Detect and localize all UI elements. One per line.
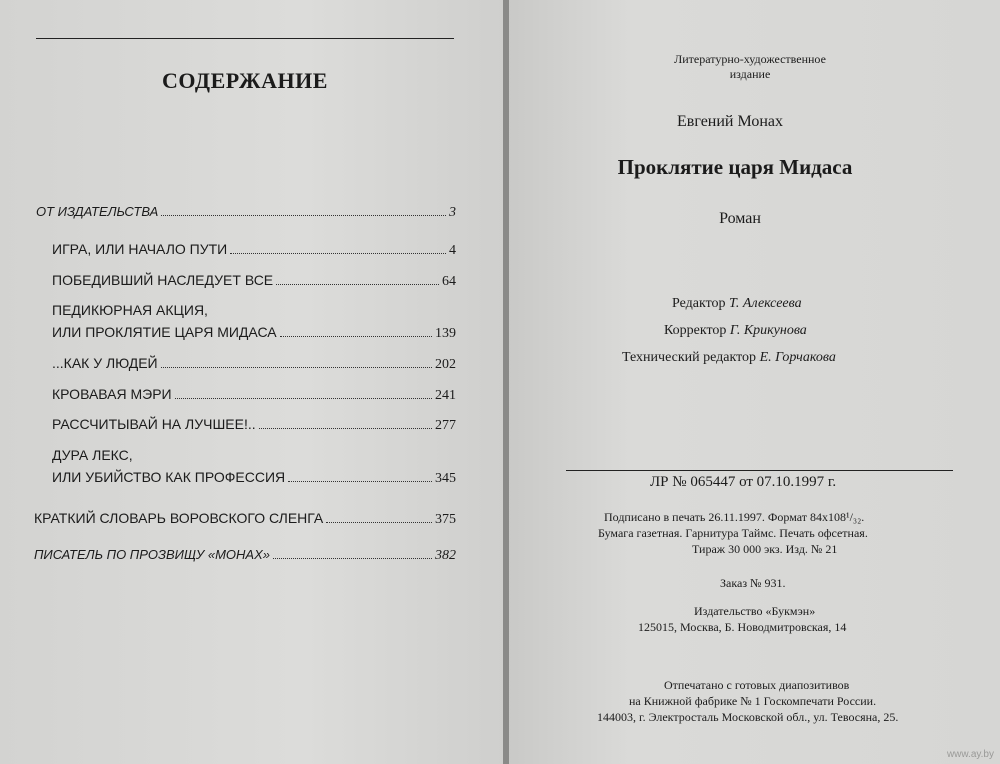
toc-entry-title: РАССЧИТЫВАЙ НА ЛУЧШЕЕ!..	[52, 416, 256, 432]
toc-entry-page: 3	[449, 205, 456, 220]
print-details-2: Бумага газетная. Гарнитура Таймс. Печать офсетная.	[598, 526, 868, 540]
toc-leader	[175, 388, 432, 399]
toc-entry-page: 382	[435, 548, 456, 563]
toc-entry-title-line1: ДУРА ЛЕКС,	[52, 447, 133, 463]
toc-entry-page: 202	[435, 357, 456, 372]
credit-name: Т. Алексеева	[729, 296, 802, 311]
edition-type-line2: издание	[729, 67, 771, 81]
book-gutter	[503, 0, 509, 764]
imprint-rule	[566, 470, 953, 471]
credit-tech-editor	[622, 350, 836, 366]
printer-line-1: Отпечатано с готовых диапозитивов	[664, 678, 850, 692]
toc-entry	[34, 510, 456, 528]
credit-role: Редактор	[672, 296, 726, 311]
credit-proofreader	[664, 323, 807, 339]
toc-entry-title: ИЛИ УБИЙСТВО КАК ПРОФЕССИЯ	[52, 469, 286, 485]
author-name: Евгений Монах	[677, 113, 783, 130]
toc-leader	[326, 512, 432, 523]
toc-entry-page: 4	[449, 243, 456, 258]
credit-role: Технический редактор	[622, 350, 757, 365]
toc-entry-title: КРАТКИЙ СЛОВАРЬ ВОРОВСКОГО СЛЕНГА	[34, 510, 324, 526]
credit-editor	[672, 296, 802, 312]
toc-entry-title: ...КАК У ЛЮДЕЙ	[52, 355, 158, 371]
license-number: ЛР № 065447 от 07.10.1997 г.	[650, 474, 837, 490]
credit-name: Е. Горчакова	[759, 350, 836, 365]
toc-entry	[52, 386, 456, 404]
toc-leader	[259, 418, 432, 429]
toc-entry	[52, 324, 456, 342]
publisher-name: Издательство «Букмэн»	[694, 604, 816, 618]
toc-entry	[52, 355, 456, 373]
toc-entry-page: 277	[435, 418, 456, 433]
toc-leader	[288, 471, 432, 482]
publisher-address: 125015, Москва, Б. Новодмитровская, 14	[638, 620, 847, 634]
toc-leader	[273, 548, 432, 559]
toc-leader	[276, 274, 439, 285]
toc-entry-title: ИЛИ ПРОКЛЯТИЕ ЦАРЯ МИДАСА	[52, 324, 277, 340]
toc-entry-page: 375	[435, 512, 456, 527]
credit-role: Корректор	[664, 323, 727, 338]
toc-leader	[230, 243, 446, 254]
toc-entry-page: 345	[435, 471, 456, 486]
watermark: www.ay.by	[946, 749, 994, 760]
toc-entry	[52, 272, 456, 290]
book-title: Проклятие царя Мидаса	[617, 155, 853, 179]
toc-entry-title: КРОВАВАЯ МЭРИ	[52, 386, 172, 402]
toc-entry-title: ПИСАТЕЛЬ ПО ПРОЗВИЩУ «МОНАХ»	[34, 547, 270, 562]
edition-type: Литературно-художественное	[674, 52, 826, 66]
toc-entry-title: ПОБЕДИВШИЙ НАСЛЕДУЕТ ВСЕ	[52, 272, 274, 288]
toc-leader	[161, 205, 446, 216]
toc-entry	[52, 469, 456, 487]
printer-line-2: на Книжной фабрике № 1 Госкомпечати России.	[629, 694, 877, 708]
toc-entry	[52, 416, 456, 434]
toc-entry-page: 139	[435, 326, 456, 341]
genre: Роман	[719, 210, 761, 227]
print-run: Тираж 30 000 экз. Изд. № 21	[692, 542, 838, 556]
print-details-1: Подписано в печать 26.11.1997. Формат 84х108¹/₃₂.	[604, 510, 865, 524]
toc-entry	[34, 547, 456, 564]
toc-entry	[52, 241, 456, 259]
toc-leader	[161, 357, 432, 368]
credit-name: Г. Крикунова	[729, 323, 807, 338]
printer-line-3: 144003, г. Электросталь Московской обл., ул. Тевосяна, 25.	[597, 710, 899, 724]
toc-entry	[36, 204, 456, 221]
toc-leader	[280, 326, 432, 337]
toc-entry-title: ИГРА, ИЛИ НАЧАЛО ПУТИ	[52, 241, 228, 257]
toc-entry-title-line1: ПЕДИКЮРНАЯ АКЦИЯ,	[52, 302, 208, 318]
top-rule	[36, 38, 454, 39]
toc-entry-page: 64	[442, 274, 456, 289]
toc-title: СОДЕРЖАНИЕ	[162, 68, 328, 93]
toc-entry-title: ОТ ИЗДАТЕЛЬСТВА	[36, 204, 159, 219]
order-number: Заказ № 931.	[720, 576, 786, 590]
toc-entry-page: 241	[435, 388, 456, 403]
